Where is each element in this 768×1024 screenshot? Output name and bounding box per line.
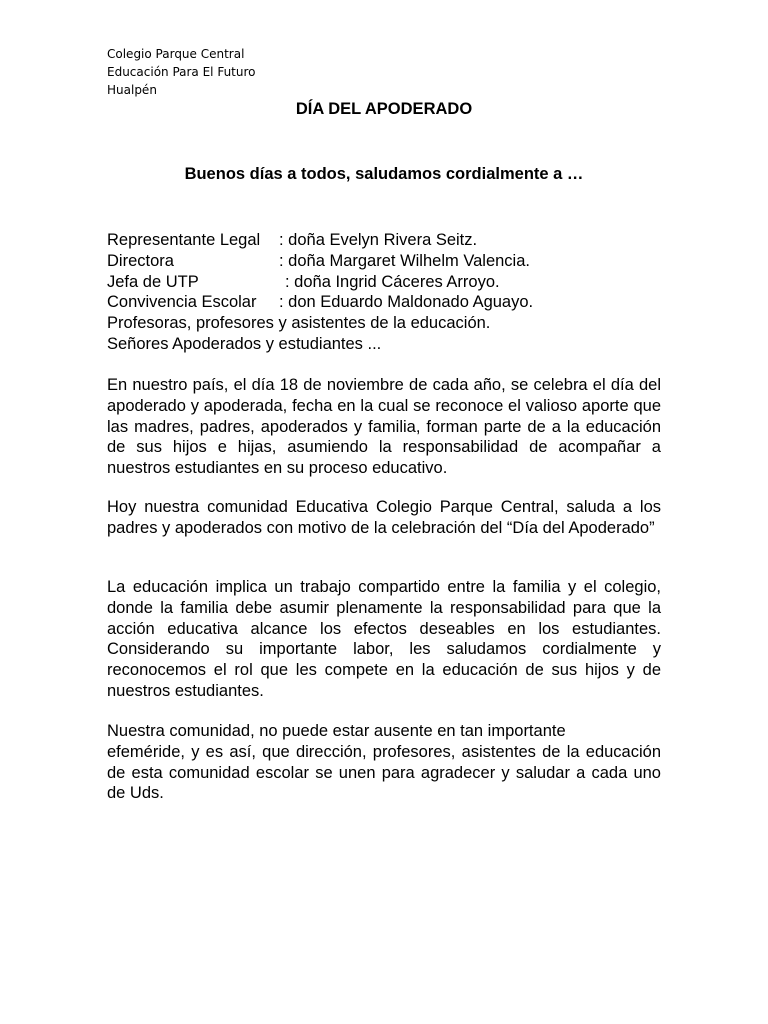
greeting-line: Buenos días a todos, saludamos cordialmente a …	[184, 165, 584, 183]
authority-row	[107, 292, 661, 313]
authority-role: Convivencia Escolar	[107, 293, 257, 312]
authority-name: : doña Evelyn Rivera Seitz.	[279, 231, 478, 249]
school-header	[107, 45, 256, 99]
audience-line: Profesoras, profesores y asistentes de la educación.	[107, 314, 491, 333]
school-motto: Educación Para El Futuro	[107, 65, 256, 79]
document-title: DÍA DEL APODERADO	[295, 100, 473, 118]
paragraph-4-first-line: Nuestra comunidad, no puede estar ausente en tan importante	[107, 722, 566, 740]
school-name: Colegio Parque Central	[107, 47, 245, 61]
authority-role: Representante Legal	[107, 231, 261, 249]
authority-role: Jefa de UTP	[107, 272, 199, 291]
paragraph-4-rest: efeméride, y es así, que dirección, profesores, asistentes de la educación de esta comunidad escolar se unen para agradecer y saludar a cada uno de Uds.	[107, 742, 661, 803]
authority-row	[107, 272, 661, 293]
authority-role: Directora	[107, 251, 174, 270]
authority-name: : doña Margaret Wilhelm Valencia.	[279, 251, 530, 270]
authorities-list	[107, 230, 661, 355]
paragraph-3: La educación implica un trabajo compartido entre la familia y el colegio, donde la familia debe asumir plenamente la responsabilidad para que la acción educativa alcance los efectos deseables en los estudiantes. Considerando su importante labor, les saludamos cordialmente y reconocemos el rol que les compete en la educación de sus hijos y de nuestros estudiantes.	[107, 578, 661, 700]
paragraph-1: En nuestro país, el día 18 de noviembre de cada año, se celebra el día del apoderado y apoderada, fecha en la cual se reconoce el valioso aporte que las madres, padres, apoderados y familia, forman parte de a la educación de sus hijos e hijas, asumiendo la responsabilidad de acompañar a nuestros estudiantes en su proceso educativo.	[107, 376, 661, 478]
authority-row	[107, 251, 661, 272]
school-city: Hualpén	[107, 83, 157, 97]
authority-name: : don Eduardo Maldonado Aguayo.	[279, 293, 534, 312]
paragraph-4	[107, 721, 661, 804]
audience-line: Señores Apoderados y estudiantes ...	[107, 334, 382, 353]
authority-name: : doña Ingrid Cáceres Arroyo.	[285, 272, 500, 291]
authority-row	[107, 230, 661, 251]
paragraph-2: Hoy nuestra comunidad Educativa Colegio Parque Central, saluda a los padres y apoderados con motivo de la celebración del “Día del Apoderado”	[107, 498, 661, 537]
